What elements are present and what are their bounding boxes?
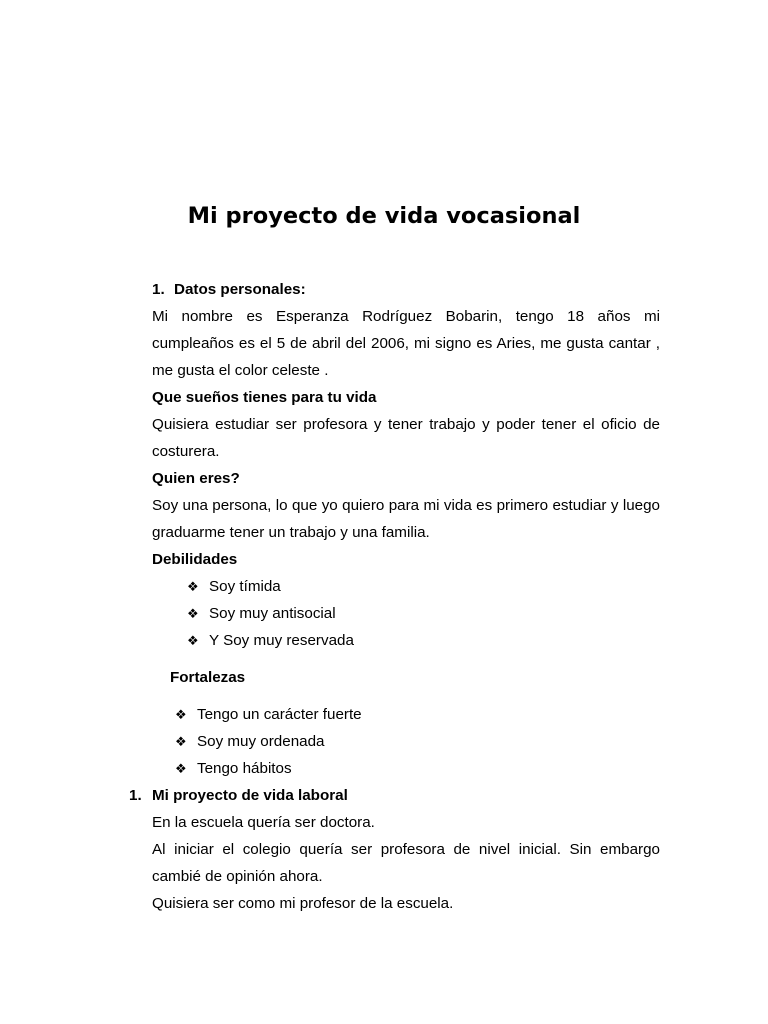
list-item-text: Y Soy muy reservada: [209, 632, 354, 649]
debilidades-list: [152, 573, 660, 654]
list-item: [152, 728, 660, 755]
paragraph-laboral-line: Quisiera ser como mi profesor de la escuela.: [152, 895, 454, 912]
list-item: [152, 627, 660, 654]
paragraph-suenos: Quisiera estudiar ser profesora y tener trabajo y poder tener el oficio de costurera.: [152, 416, 660, 460]
list-item-text: Tengo un carácter fuerte: [197, 706, 362, 723]
section-heading-datos: [152, 276, 660, 303]
list-item-text: Tengo hábitos: [197, 760, 292, 777]
list-item: [152, 701, 660, 728]
diamond-bullet-icon: ❖: [175, 761, 187, 776]
section-number: 1.: [152, 281, 165, 298]
section-number: 1.: [129, 787, 142, 804]
paragraph-laboral-line: Al iniciar el colegio quería ser profesora de nivel inicial. Sin embargo cambié de opinión ahora.: [152, 841, 660, 885]
section-heading-debilidades: Debilidades: [152, 551, 238, 568]
paragraph-quien: Soy una persona, lo que yo quiero para mi vida es primero estudiar y luego graduarme tener un trabajo y una familia.: [152, 497, 660, 541]
list-item: [152, 600, 660, 627]
document-title: Mi proyecto de vida vocasional: [187, 203, 581, 229]
list-item-text: Soy muy ordenada: [197, 733, 325, 750]
section-heading-quien: Quien eres?: [152, 470, 240, 487]
section-heading-label: Mi proyecto de vida laboral: [152, 787, 348, 804]
diamond-bullet-icon: ❖: [187, 633, 199, 648]
diamond-bullet-icon: ❖: [175, 734, 187, 749]
diamond-bullet-icon: ❖: [187, 606, 199, 621]
section-heading-label: Datos personales:: [174, 281, 306, 298]
list-item-text: Soy muy antisocial: [209, 605, 336, 622]
section-heading-fortalezas: Fortalezas: [170, 669, 246, 686]
list-item: [152, 755, 660, 782]
diamond-bullet-icon: ❖: [175, 707, 187, 722]
section-heading-laboral: [129, 782, 660, 809]
paragraph-datos: Mi nombre es Esperanza Rodríguez Bobarin, tengo 18 años mi cumpleaños es el 5 de abril del 2006, mi signo es Aries, me gusta cantar , me gusta el color celeste .: [152, 308, 660, 379]
paragraph-laboral-line: En la escuela quería ser doctora.: [152, 814, 375, 831]
list-item-text: Soy tímida: [209, 578, 281, 595]
section-heading-suenos: Que sueños tienes para tu vida: [152, 389, 377, 406]
fortalezas-list: [152, 701, 660, 782]
list-item: [152, 573, 660, 600]
document-body: [129, 276, 660, 917]
diamond-bullet-icon: ❖: [187, 579, 199, 594]
